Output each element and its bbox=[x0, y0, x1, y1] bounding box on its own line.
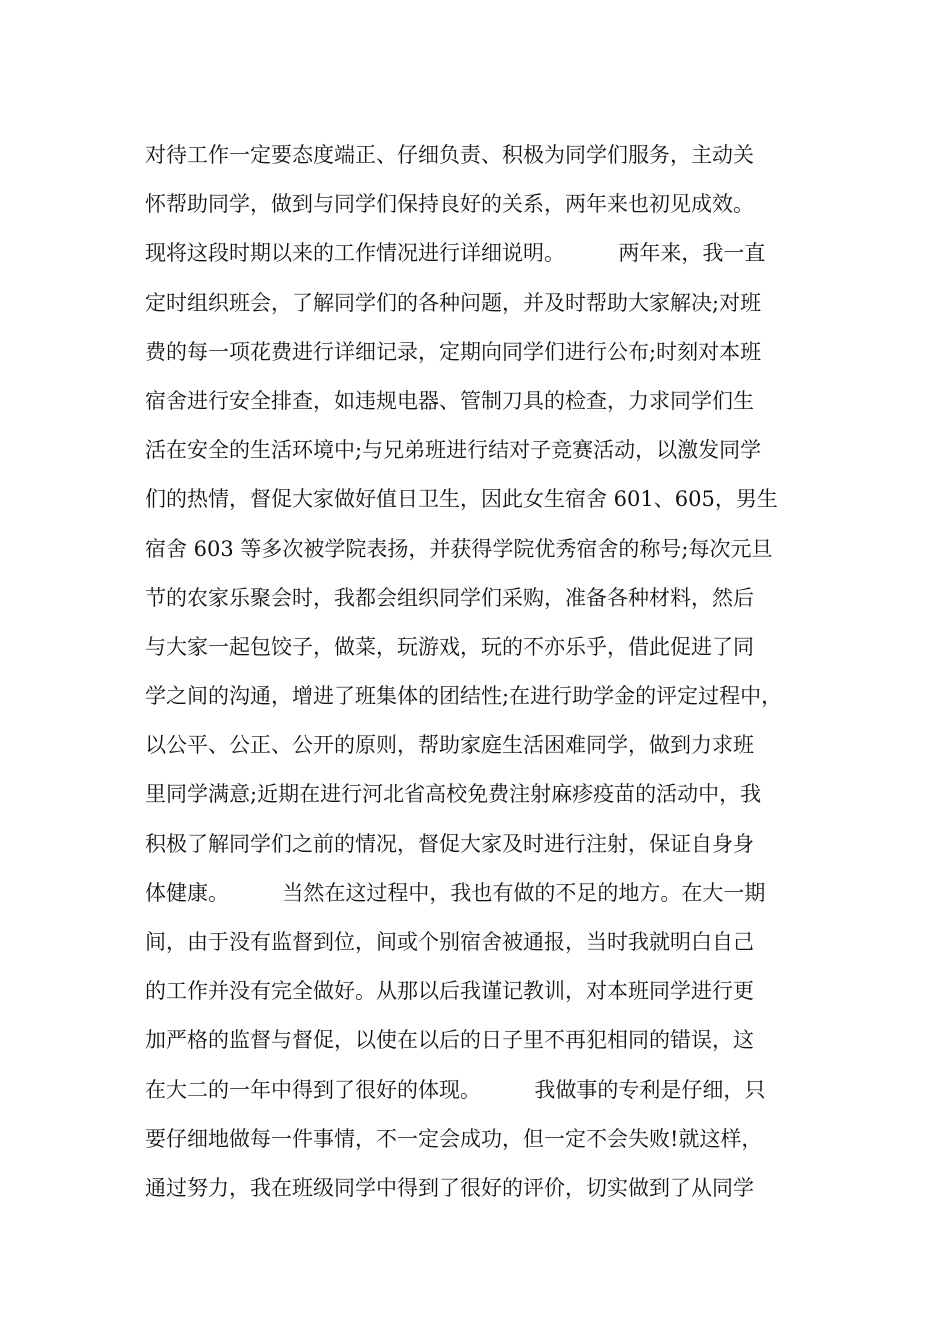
text-line: 节的农家乐聚会时，我都会组织同学们采购，准备各种材料，然后 bbox=[145, 585, 754, 610]
text-line: 宿舍 603 等多次被学院表扬，并获得学院优秀宿舍的称号;每次元旦 bbox=[145, 536, 773, 561]
text-line: 的工作并没有完全做好。从那以后我谨记教训，对本班同学进行更 bbox=[145, 979, 754, 1004]
text-line: 对待工作一定要态度端正、仔细负责、积极为同学们服务，主动关 bbox=[145, 143, 754, 167]
text-line: 现将这段时期以来的工作情况进行详细说明。 两年来，我一直 bbox=[145, 241, 766, 266]
text-line: 通过努力，我在班级同学中得到了很好的评价，切实做到了从同学 bbox=[145, 1175, 754, 1200]
text-line: 加严格的监督与督促，以使在以后的日子里不再犯相同的错误，这 bbox=[145, 1028, 754, 1053]
text-line: 体健康。 当然在这过程中，我也有做的不足的地方。在大一期 bbox=[145, 880, 766, 905]
text-line: 积极了解同学们之前的情况，督促大家及时进行注射，保证自身身 bbox=[145, 831, 754, 856]
text-line: 间，由于没有监督到位，间或个别宿舍被通报，当时我就明白自己 bbox=[145, 930, 754, 954]
text-line: 活在安全的生活环境中;与兄弟班进行结对子竞赛活动，以激发同学 bbox=[145, 438, 762, 463]
text-line: 怀帮助同学，做到与同学们保持良好的关系，两年来也初见成效。 bbox=[145, 192, 754, 217]
text-line: 宿舍进行安全排查，如违规电器、管制刀具的检查，力求同学们生 bbox=[145, 388, 754, 413]
text-line: 以公平、公正、公开的原则，帮助家庭生活困难同学，做到力求班 bbox=[145, 733, 754, 758]
text-line: 与大家一起包饺子，做菜，玩游戏，玩的不亦乐乎，借此促进了同 bbox=[145, 634, 754, 659]
text-line: 学之间的沟通，增进了班集体的团结性;在进行助学金的评定过程中， bbox=[145, 684, 783, 709]
text-line: 里同学满意;近期在进行河北省高校免费注射麻疹疫苗的活动中，我 bbox=[145, 782, 762, 807]
text-line: 费的每一项花费进行详细记录，定期向同学们进行公布;时刻对本班 bbox=[145, 339, 762, 364]
text-line: 定时组织班会，了解同学们的各种问题，并及时帮助大家解决;对班 bbox=[145, 290, 762, 315]
text-line: 在大二的一年中得到了很好的体现。 我做事的专利是仔细，只 bbox=[145, 1077, 766, 1102]
text-line: 们的热情，督促大家做好值日卫生，因此女生宿舍 601、605，男生 bbox=[145, 487, 778, 512]
body-text bbox=[145, 131, 825, 1213]
text-line: 要仔细地做每一件事情，不一定会成功，但一定不会失败!就这样， bbox=[145, 1126, 763, 1151]
